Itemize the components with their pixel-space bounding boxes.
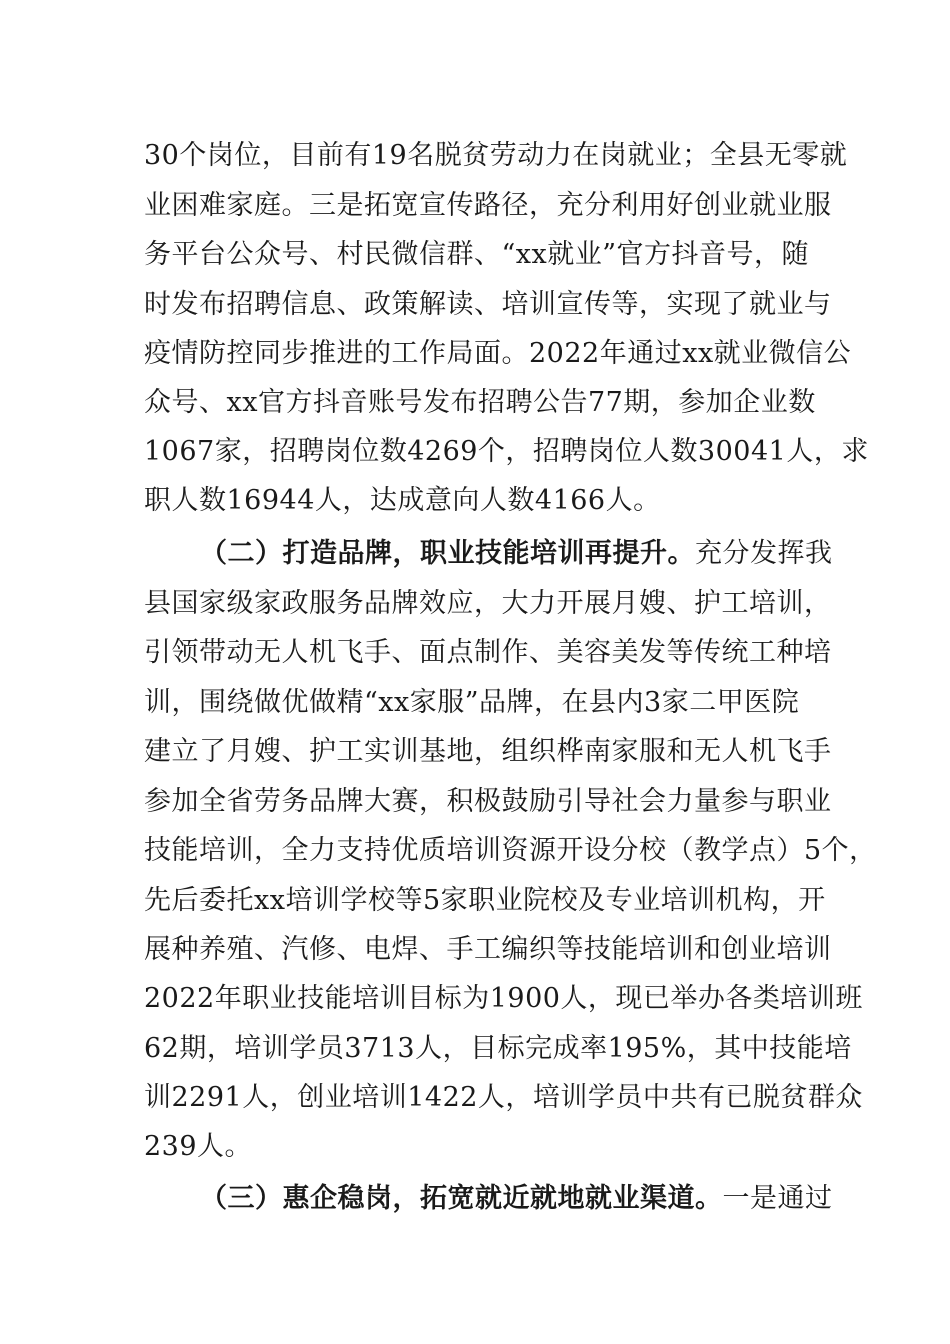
section-2-first-line (200, 537, 833, 571)
paragraph-line: 疫情防控同步推进的工作局面。2022年通过xx就业微信公 (144, 338, 852, 369)
paragraph-line: 239人。 (144, 1131, 253, 1162)
section-3-lead-text: 一是通过 (722, 1183, 833, 1214)
paragraph-line: 时发布招聘信息、政策解读、培训宣传等，实现了就业与 (144, 289, 832, 320)
paragraph-line: 业困难家庭。三是拓宽宣传路径，充分利用好创业就业服 (144, 190, 832, 221)
section-2-lead-text: 充分发挥我 (695, 538, 833, 569)
paragraph-line: 建立了月嫂、护工实训基地，组织桦南家服和无人机飞手 (144, 736, 832, 767)
paragraph-line: 技能培训，全力支持优质培训资源开设分校（教学点）5个， (144, 835, 877, 866)
paragraph-line: 62期，培训学员3713人，目标完成率195%，其中技能培 (144, 1033, 852, 1064)
paragraph-line: 职人数16944人，达成意向人数4166人。 (144, 485, 661, 516)
paragraph-line: 2022年职业技能培训目标为1900人，现已举办各类培训班 (144, 983, 863, 1014)
paragraph-line: 训，围绕做优做精“xx家服”品牌，在县内3家二甲医院 (144, 687, 800, 718)
paragraph-line: 务平台公众号、村民微信群、“xx就业”官方抖音号，随 (144, 239, 810, 270)
paragraph-line: 众号、xx官方抖音账号发布招聘公告77期，参加企业数 (144, 387, 816, 418)
paragraph-line: 先后委托xx培训学校等5家职业院校及专业培训机构，开 (144, 885, 826, 916)
section-3-heading: （三）惠企稳岗，拓宽就近就地就业渠道。 (200, 1183, 723, 1214)
paragraph-line: 30个岗位，目前有19名脱贫劳动力在岗就业；全县无零就 (144, 140, 848, 171)
section-3-first-line (200, 1182, 833, 1216)
section-2-heading: （二）打造品牌，职业技能培训再提升。 (200, 538, 695, 569)
paragraph-line: 展种养殖、汽修、电焊、手工编织等技能培训和创业培训 (144, 934, 832, 965)
paragraph-line: 训2291人，创业培训1422人，培训学员中共有已脱贫群众 (144, 1082, 863, 1113)
paragraph-line: 参加全省劳务品牌大赛，积极鼓励引导社会力量参与职业 (144, 786, 832, 817)
paragraph-line: 1067家，招聘岗位数4269个，招聘岗位人数30041人，求 (144, 436, 869, 467)
paragraph-line: 引领带动无人机飞手、面点制作、美容美发等传统工种培 (144, 637, 832, 668)
paragraph-line: 县国家级家政服务品牌效应，大力开展月嫂、护工培训， (144, 588, 832, 619)
